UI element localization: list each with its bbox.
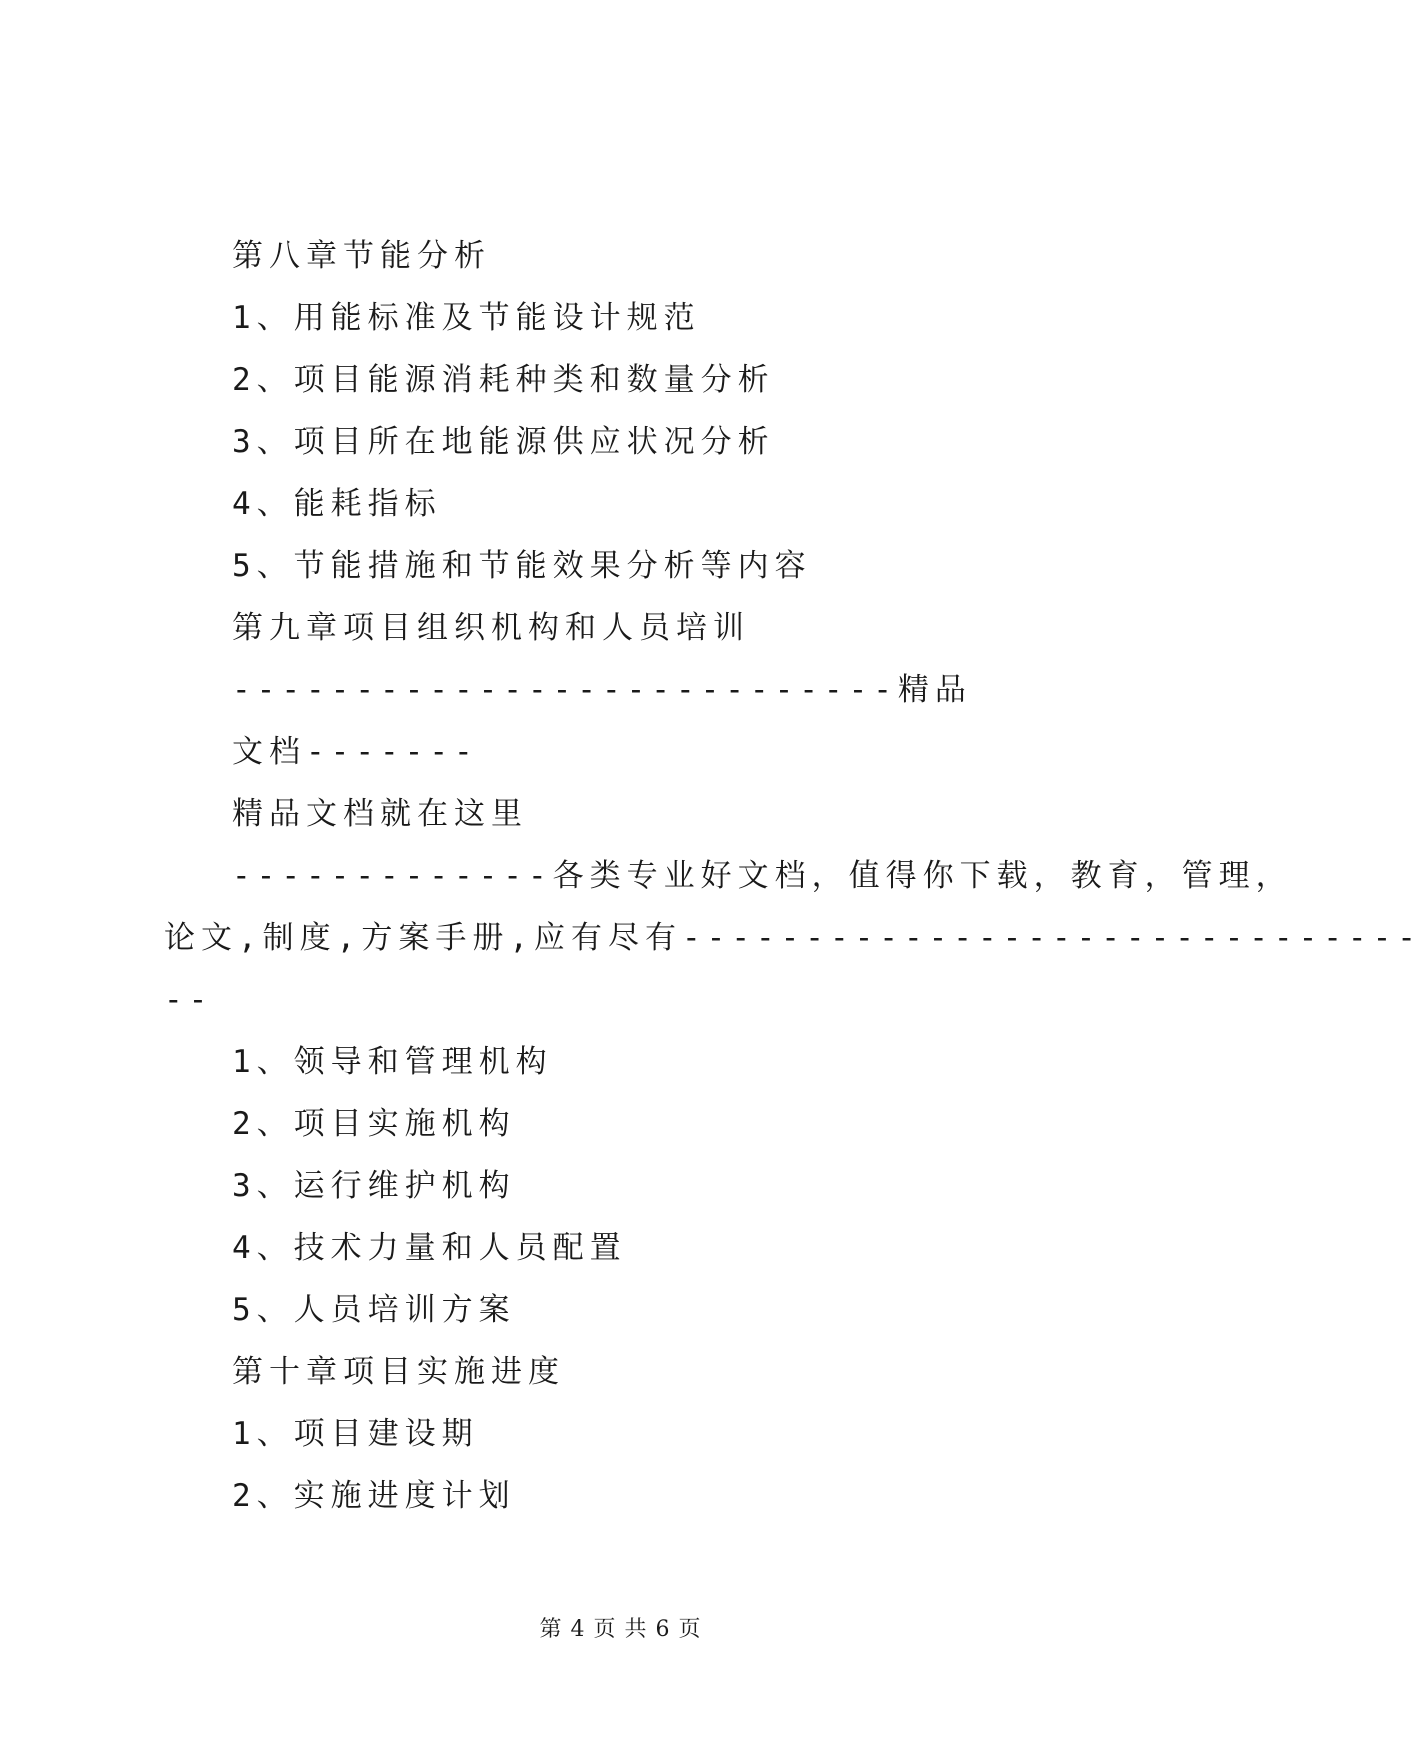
list-item: 5、人员培训方案: [232, 1292, 516, 1328]
list-item: 2、项目实施机构: [232, 1106, 516, 1142]
list-item: 3、项目所在地能源供应状况分析: [232, 424, 775, 460]
banner-text: ---------------------------精品: [232, 672, 972, 708]
list-item: 1、项目建设期: [232, 1416, 479, 1452]
list-item: 2、项目能源消耗种类和数量分析: [232, 362, 775, 398]
banner-text: 文档-------: [232, 734, 479, 770]
banner-text: 论文,制度,方案手册,应有尽有------------------------------: [164, 920, 1422, 956]
banner-text: --: [164, 982, 214, 1018]
banner-text: 精品文档就在这里: [232, 796, 528, 832]
list-item: 1、用能标准及节能设计规范: [232, 300, 701, 336]
list-item: 3、运行维护机构: [232, 1168, 516, 1204]
chapter-heading: 第八章节能分析: [232, 238, 491, 274]
list-item: 4、能耗指标: [232, 486, 442, 522]
chapter-heading: 第十章项目实施进度: [232, 1354, 565, 1390]
list-item: 4、技术力量和人员配置: [232, 1230, 627, 1266]
banner-text: -------------各类专业好文档，值得你下载，教育，管理，: [232, 858, 1293, 894]
list-item: 1、领导和管理机构: [232, 1044, 553, 1080]
list-item: 5、节能措施和节能效果分析等内容: [232, 548, 812, 584]
page-number-footer: 第 4 页 共 6 页: [539, 1617, 702, 1642]
list-item: 2、实施进度计划: [232, 1478, 516, 1514]
chapter-heading: 第九章项目组织机构和人员培训: [232, 610, 750, 646]
